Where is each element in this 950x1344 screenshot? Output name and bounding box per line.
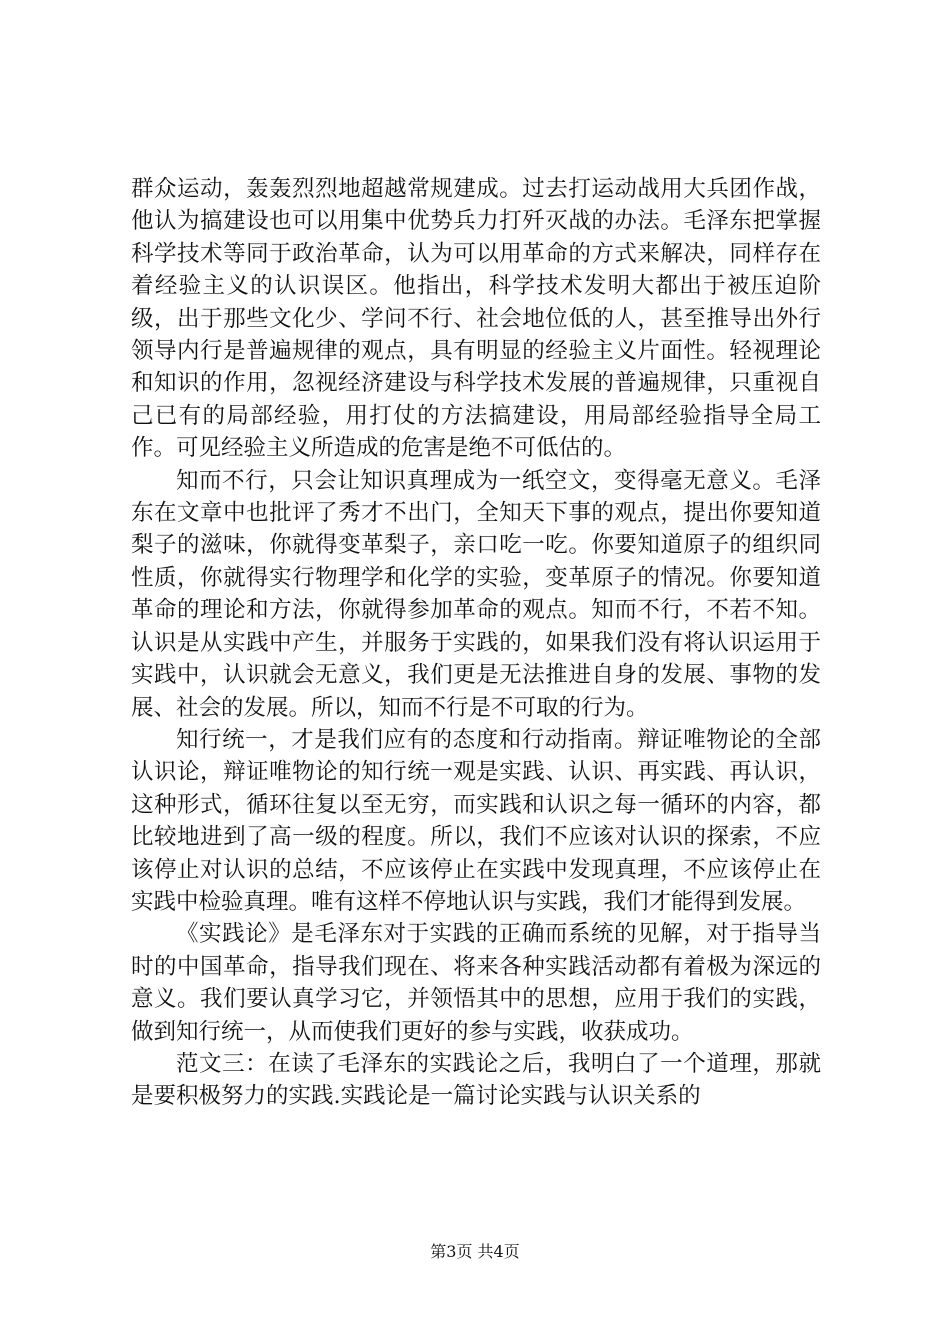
document-body (131, 173, 821, 1113)
paragraph-1: 群众运动，轰轰烈烈地超越常规建成。过去打运动战用大兵团作战，他认为搞建设也可以用集中优势兵力打歼灭战的办法。毛泽东把掌握科学技术等同于政治革命，认为可以用革命的方式来解决，同样存在着经验主义的认识误区。他指出，科学技术发明大都出于被压迫阶级，出于那些文化少、学问不行、社会地位低的人，甚至推导出外行领导内行是普遍规律的观点，具有明显的经验主义片面性。轻视理论和知识的作用，忽视经济建设与科学技术发展的普遍规律，只重视自己已有的局部经验，用打仗的方法搞建设，用局部经验指导全局工作。可见经验主义所造成的危害是绝不可低估的。 (131, 176, 821, 462)
paragraph-5: 范文三：在读了毛泽东的实践论之后，我明白了一个道理，那就是要积极努力的实践.实践论是一篇讨论实践与认识关系的 (131, 1050, 821, 1110)
paragraph-2: 知而不行，只会让知识真理成为一纸空文，变得毫无意义。毛泽东在文章中也批评了秀才不出门，全知天下事的观点，提出你要知道梨子的滋味，你就得变革梨子，亲口吃一吃。你要知道原子的组织同性质，你就得实行物理学和化学的实验，变革原子的情况。你要知道革命的理论和方法，你就得参加革命的观点。知而不行，不若不知。认识是从实践中产生，并服务于实践的，如果我们没有将认识运用于实践中，认识就会无意义，我们更是无法推进自身的发展、事物的发展、社会的发展。所以，知而不行是不可取的行为。 (131, 467, 821, 721)
page-number-label: 第3页 共4页 (430, 1242, 520, 1261)
paragraph-4: 《实践论》是毛泽东对于实践的正确而系统的见解，对于指导当时的中国革命，指导我们现在、将来各种实践活动都有着极为深远的意义。我们要认真学习它，并领悟其中的思想，应用于我们的实践，做到知行统一，从而使我们更好的参与实践，收获成功。 (131, 921, 821, 1045)
page-footer (0, 1241, 950, 1263)
paragraph-3: 知行统一，才是我们应有的态度和行动指南。辩证唯物论的全部认识论，辩证唯物论的知行统一观是实践、认识、再实践、再认识，这种形式，循环往复以至无穷，而实践和认识之每一循环的内容，都比较地进到了高一级的程度。所以，我们不应该对认识的探索，不应该停止对认识的总结，不应该停止在实践中发现真理，不应该停止在实践中检验真理。唯有这样不停地认识与实践，我们才能得到发展。 (131, 726, 821, 915)
